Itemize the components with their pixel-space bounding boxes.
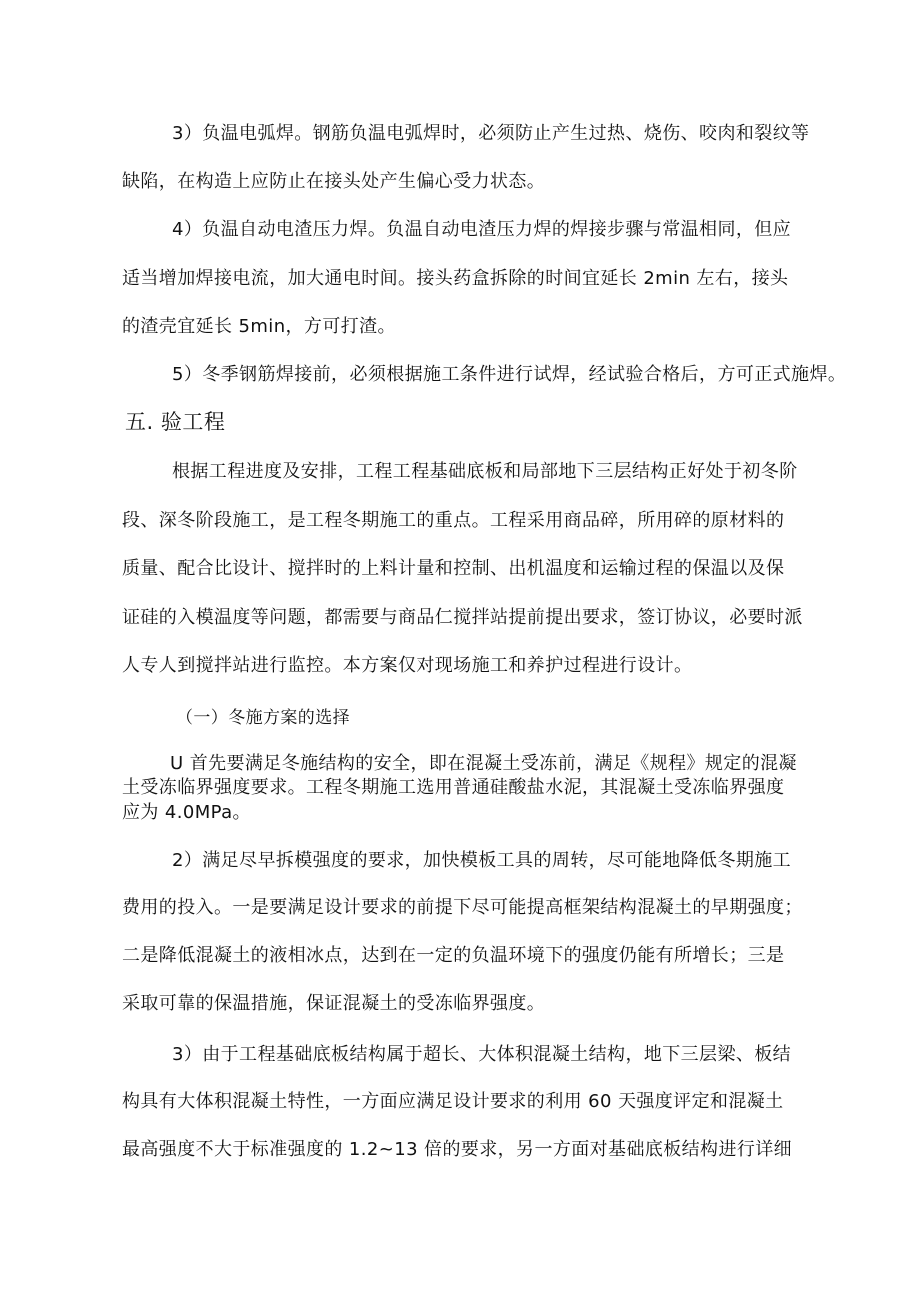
paragraph-6-line-1: 2）满足尽早拆模强度的要求，加快模板工具的周转，尽可能地降低冬期施工 xyxy=(172,850,792,871)
paragraph-7-line-3: 最高强度不大于标准强度的 1.2~13 倍的要求，另一方面对基础底板结构进行详细 xyxy=(122,1139,793,1160)
paragraph-1-line-2: 缺陷，在构造上应防止在接头处产生偏心受力状态。 xyxy=(122,171,546,192)
paragraph-4-line-5: 人专人到搅拌站进行监控。本方案仅对现场施工和养护过程进行设计。 xyxy=(122,655,693,676)
paragraph-5-line-3: 应为 4.0MPa。 xyxy=(122,802,251,823)
paragraph-4-line-2: 段、深冬阶段施工，是工程冬期施工的重点。工程采用商品碎，所用碎的原材料的 xyxy=(122,510,785,531)
paragraph-4-line-3: 质量、配合比设计、搅拌时的上料计量和控制、出机温度和运输过程的保温以及保 xyxy=(122,558,785,579)
subheading: （一）冬施方案的选择 xyxy=(176,708,350,728)
paragraph-6-line-2: 费用的投入。一是要满足设计要求的前提下尽可能提高框架结构混凝土的早期强度； xyxy=(122,897,803,918)
paragraph-4-line-4: 证硅的入模温度等问题，都需要与商品仁搅拌站提前提出要求，签订协议，必要时派 xyxy=(122,607,803,628)
paragraph-3-line-1: 5）冬季钢筋焊接前，必须根据施工条件进行试焊，经试验合格后，方可正式施焊。 xyxy=(172,364,847,385)
paragraph-6-line-3: 二是降低混凝土的液相冰点，达到在一定的负温环境下的强度仍能有所增长；三是 xyxy=(122,945,785,966)
paragraph-5-line-2: 土受冻临界强度要求。工程冬期施工选用普通硅酸盐水泥，其混凝土受冻临界强度 xyxy=(122,777,785,798)
paragraph-2-line-1: 4）负温自动电渣压力焊。负温自动电渣压力焊的焊接步骤与常温相同，但应 xyxy=(172,219,792,240)
paragraph-7-line-2: 构具有大体积混凝土特性，一方面应满足设计要求的利用 60 天强度评定和混凝土 xyxy=(122,1091,784,1112)
paragraph-1-line-1: 3）负温电弧焊。钢筋负温电弧焊时，必须防止产生过热、烧伤、咬肉和裂纹等 xyxy=(172,123,810,144)
paragraph-6-line-4: 采取可靠的保温措施，保证混凝土的受冻临界强度。 xyxy=(122,993,546,1014)
paragraph-2-line-3: 的渣壳宜延长 5min，方可打渣。 xyxy=(122,316,396,337)
paragraph-4-line-1: 根据工程进度及安排，工程工程基础底板和局部地下三层结构正好处于初冬阶 xyxy=(172,461,798,482)
paragraph-5-line-1: U 首先要满足冬施结构的安全，即在混凝土受冻前，满足《规程》规定的混凝 xyxy=(170,753,797,774)
paragraph-2-line-2: 适当增加焊接电流，加大通电时间。接头药盒拆除的时间宜延长 2min 左右，接头 xyxy=(122,268,789,289)
paragraph-7-line-1: 3）由于工程基础底板结构属于超长、大体积混凝土结构，地下三层梁、板结 xyxy=(172,1044,792,1065)
section-heading: 五. 验工程 xyxy=(125,410,226,434)
